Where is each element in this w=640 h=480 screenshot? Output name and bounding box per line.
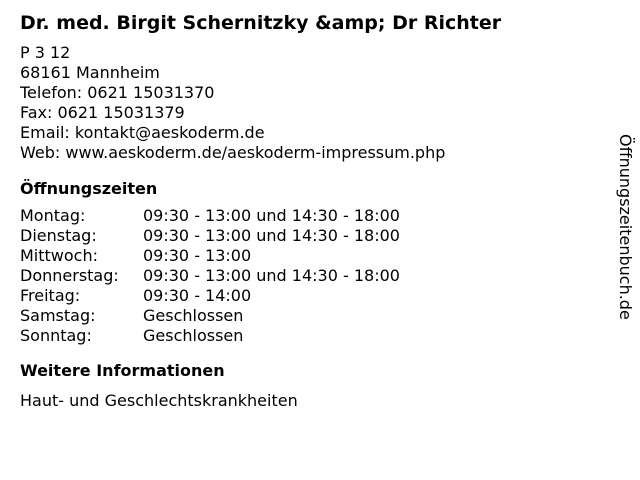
hours-value: Geschlossen — [143, 306, 244, 325]
hours-row-thursday — [20, 266, 600, 286]
hours-row-saturday — [20, 306, 600, 326]
opening-hours-table — [20, 206, 600, 346]
brand-watermark: Öffnungszeitenbuch.de — [616, 134, 635, 320]
hours-value: 09:30 - 13:00 und 14:30 - 18:00 — [143, 266, 400, 285]
opening-hours-heading: Öffnungszeiten — [20, 179, 158, 198]
city-address: 68161 Mannheim — [20, 63, 160, 82]
fax-number: Fax: 0621 15031379 — [20, 103, 185, 122]
day-label: Freitag: — [20, 286, 81, 305]
hours-value: 09:30 - 13:00 — [143, 246, 252, 265]
day-label: Samstag: — [20, 306, 96, 325]
more-info-text: Haut- und Geschlechtskrankheiten — [20, 391, 298, 410]
day-label: Sonntag: — [20, 326, 92, 345]
more-info-heading: Weitere Informationen — [20, 361, 225, 380]
business-card — [20, 10, 600, 411]
day-label: Dienstag: — [20, 226, 97, 245]
hours-row-monday — [20, 206, 600, 226]
phone-number: Telefon: 0621 15031370 — [20, 83, 215, 102]
hours-value: 09:30 - 14:00 — [143, 286, 252, 305]
website-address: Web: www.aeskoderm.de/aeskoderm-impressum.php — [20, 143, 446, 162]
contact-block — [20, 43, 600, 163]
hours-value: 09:30 - 13:00 und 14:30 - 18:00 — [143, 226, 400, 245]
page-title: Dr. med. Birgit Schernitzky &amp; Dr Richter — [20, 12, 502, 34]
hours-row-friday — [20, 286, 600, 306]
hours-value: Geschlossen — [143, 326, 244, 345]
email-address: Email: kontakt@aeskoderm.de — [20, 123, 265, 142]
hours-row-tuesday — [20, 226, 600, 246]
street-address: P 3 12 — [20, 43, 71, 62]
hours-row-wednesday — [20, 246, 600, 266]
hours-value: 09:30 - 13:00 und 14:30 - 18:00 — [143, 206, 400, 225]
day-label: Montag: — [20, 206, 86, 225]
day-label: Mittwoch: — [20, 246, 98, 265]
hours-row-sunday — [20, 326, 600, 346]
day-label: Donnerstag: — [20, 266, 119, 285]
